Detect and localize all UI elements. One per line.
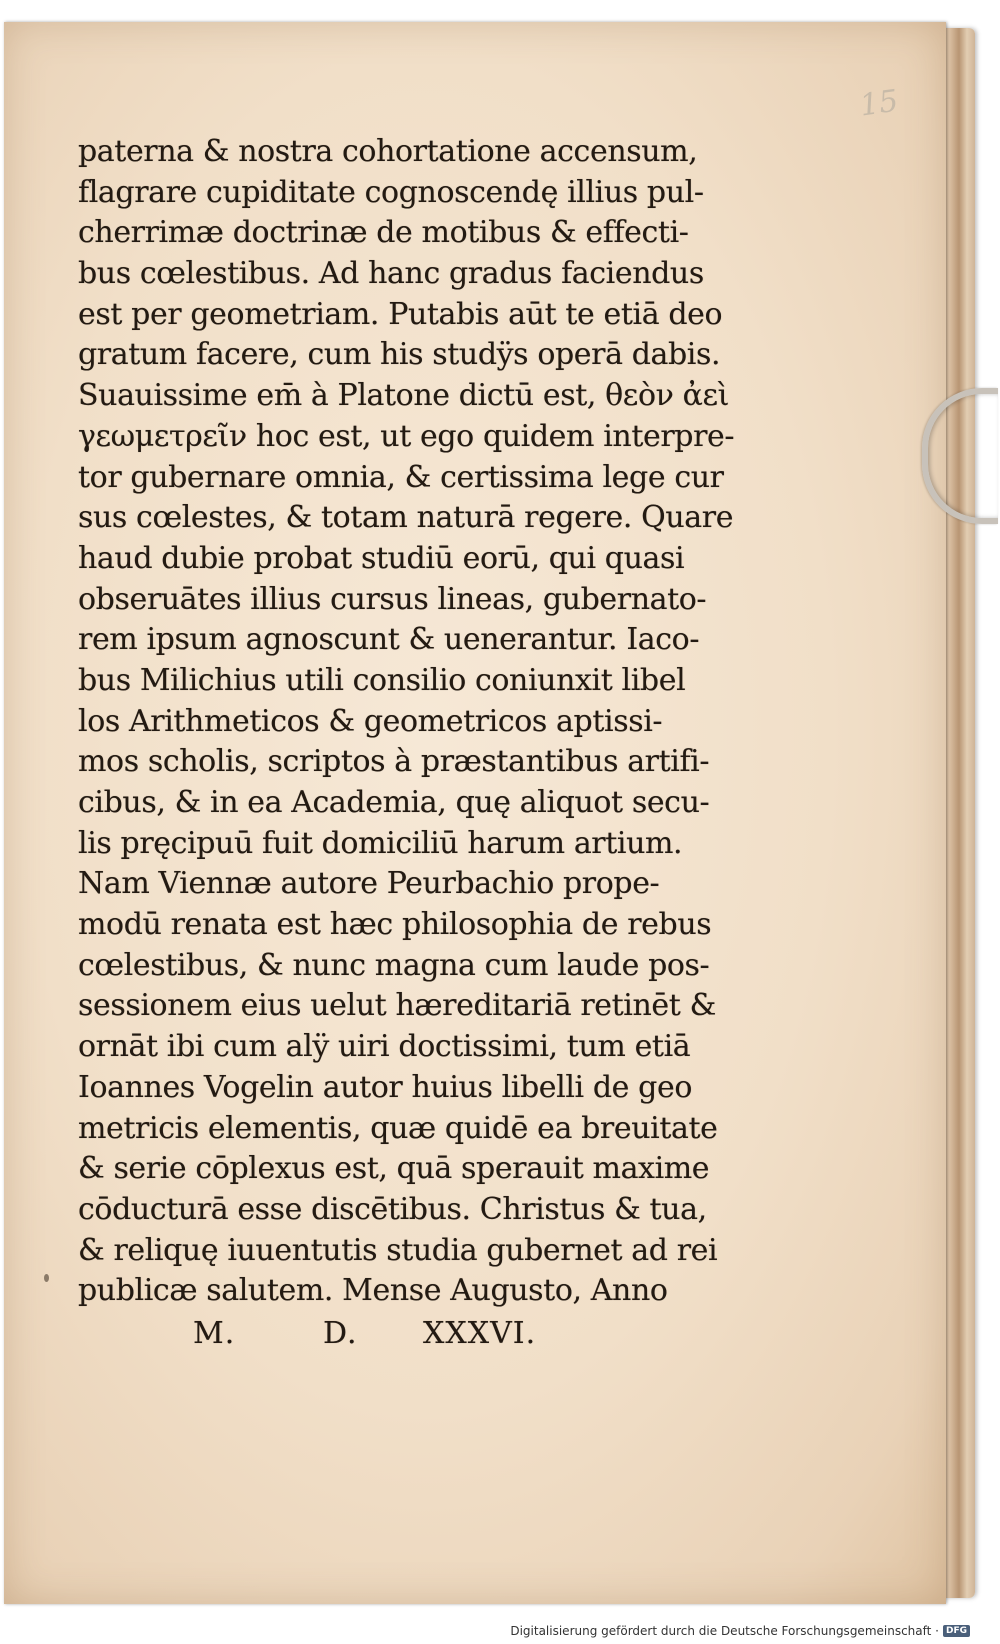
text-line: ornāt ibi cum alÿ uiri doctissimi, tum etiā: [78, 1029, 691, 1065]
text-line: Suauissime em̄ à Platone dictū est, θεὸν ἀεὶ: [78, 378, 729, 414]
text-line: cœlestibus, & nunc magna cum laude pos-: [78, 947, 710, 983]
text-line: sus cœlestes, & totam naturā regere. Quare: [78, 500, 734, 536]
text-line: paterna & nostra cohortatione accensum,: [78, 134, 698, 169]
text-line: metricis elementis, quæ quidē ea breuitate: [78, 1110, 718, 1146]
text-line: lis pręcipuū fuit domiciliū harum artium.: [78, 825, 683, 861]
text-line: tor gubernare omnia, & certissima lege cur: [78, 459, 724, 495]
text-line: est per geometriam. Putabis aūt te etiā deo: [78, 296, 723, 332]
date-line: [193, 1316, 536, 1351]
text-line: modū renata est hæc philosophia de rebus: [78, 907, 712, 943]
digitization-credit: [510, 1623, 970, 1639]
text-line: publicæ salutem. Mense Augusto, Anno: [78, 1273, 668, 1309]
text-line: rem ipsum agnoscunt & uenerantur. Iaco-: [78, 622, 700, 658]
date-five-hundred: D.: [323, 1316, 358, 1351]
dfg-logo-icon: DFG: [943, 1625, 970, 1637]
text-line: gratum facere, cum his studÿs operā dabis.: [78, 337, 721, 373]
date-thousand: M.: [193, 1316, 236, 1351]
text-line: obseruātes illius cursus lineas, gubernato-: [78, 581, 707, 617]
body-text: [78, 132, 735, 1312]
text-line: cibus, & in ea Academia, quę aliquot secu-: [78, 785, 710, 820]
text-line: mos scholis, scriptos à præstantibus artifi-: [78, 744, 710, 780]
credit-text: Digitalisierung gefördert durch die Deutsche Forschungsgemeinschaft ·: [510, 1624, 939, 1638]
text-line: Ioannes Vogelin autor huius libelli de geo: [78, 1069, 692, 1105]
text-line: bus Milichius utili consilio coniunxit libel: [78, 662, 686, 698]
text-line: haud dubie probat studiū eorū, qui quasi: [78, 540, 685, 576]
text-line: cherrimæ doctrinæ de motibus & effecti-: [78, 215, 689, 251]
text-line: γεωμετρεῖν hoc est, ut ego quidem interpre-: [78, 418, 735, 454]
text-line: bus cœlestibus. Ad hanc gradus faciendus: [78, 256, 704, 292]
text-line: & serie cōplexus est, quā sperauit maxime: [78, 1151, 710, 1187]
text-line: flagrare cupiditate cognoscendę illius pul-: [78, 174, 704, 210]
folio-number: 15: [857, 83, 901, 124]
text-line: los Arithmeticos & geometricos aptissi-: [78, 703, 663, 739]
text-line: & reliquę iuuentutis studia gubernet ad rei: [78, 1232, 718, 1268]
text-line: cōducturā esse discētibus. Christus & tua,: [78, 1191, 707, 1227]
ink-mark: [44, 1274, 49, 1282]
text-line: sessionem eius uelut hæreditariā retinēt &: [78, 988, 716, 1024]
text-line: Nam Viennæ autore Peurbachio prope-: [78, 866, 660, 902]
date-thirty-six: XXXVI.: [423, 1316, 537, 1351]
